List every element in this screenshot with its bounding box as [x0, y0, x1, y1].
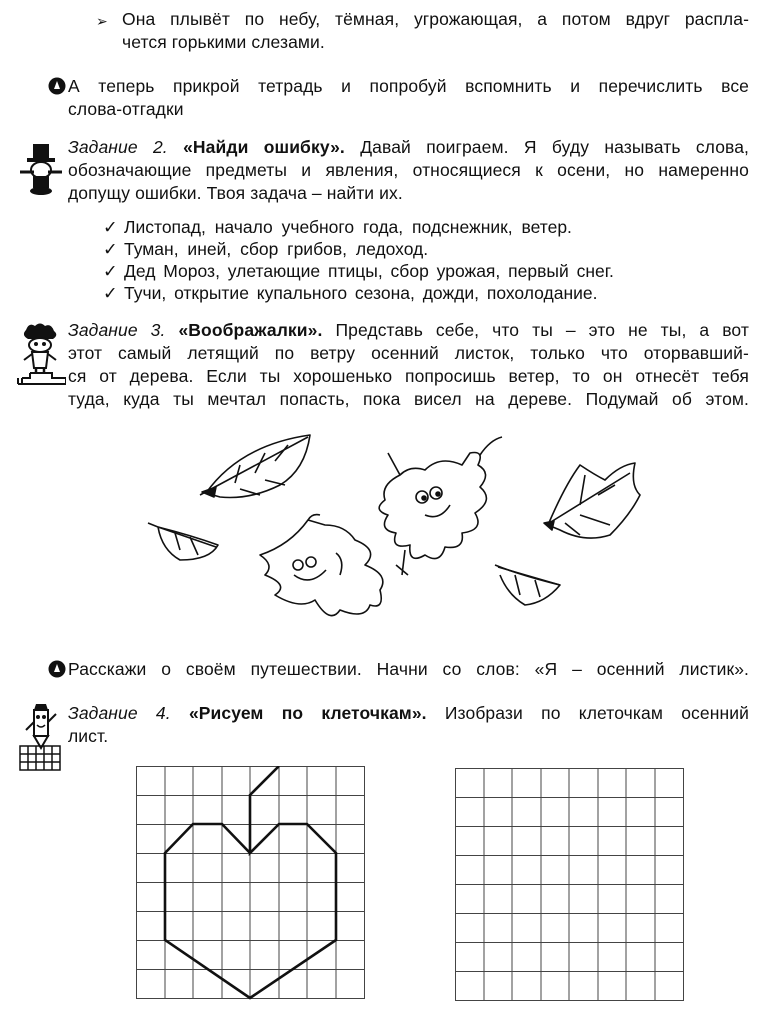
- grid-with-leaf-example: [136, 766, 366, 1001]
- check-icon: ✓: [103, 239, 118, 259]
- task2-title: «Найди ошибку».: [183, 137, 345, 157]
- task2-item-3: Дед Мороз, улетающие птицы, сбор урожая, первый снег.: [124, 261, 614, 281]
- task4-label: Задание 4.: [68, 703, 171, 723]
- leaf-upper-left: [200, 435, 310, 498]
- riddle-line-2: чется горькими слезами.: [122, 32, 325, 52]
- leaf-right: [544, 463, 640, 538]
- task2-label: Задание 2.: [68, 137, 168, 157]
- story-prompt: Расскажи о своём путешествии. Начни со слов: «Я – осенний листик».: [68, 659, 749, 679]
- pencil-figure-grid-icon: [16, 700, 66, 772]
- task3-line-1: [68, 319, 749, 342]
- task4-line-1: [68, 702, 749, 725]
- leaf-lower-right: [495, 565, 560, 605]
- task3-line-4: туда, куда ты мечтал попасть, пока висел на дереве. Подумай об этом.: [68, 389, 749, 409]
- speech-icon: [48, 660, 66, 678]
- task3-line-2: этот самый летящий по ветру осенний листок, только что оторвавший-: [68, 343, 749, 363]
- leaf-small-left: [148, 523, 218, 560]
- task4-title: «Рисуем по клеточкам».: [188, 703, 427, 723]
- task2-line-2: обозначающие предметы и явления, относящиеся к осени, но намеренно: [68, 160, 749, 180]
- leaf-face-center: [379, 437, 502, 575]
- top-hat-figure-icon: [18, 142, 64, 196]
- task3-line-1-rest: Представь себе, что ты – это не ты, а вот: [335, 320, 749, 340]
- task2-line-3: допущу ошибки. Твоя задача – найти их.: [68, 183, 403, 203]
- recall-line-2: слова-отгадки: [68, 99, 184, 119]
- task2-line-1: [68, 136, 749, 159]
- empty-drawing-grid[interactable]: [455, 768, 685, 1002]
- task4-line-2: лист.: [68, 726, 109, 746]
- flying-leaves-illustration: [140, 425, 650, 650]
- figure-on-steps-icon: [16, 320, 66, 388]
- leaf-smiling-face: [260, 515, 383, 616]
- task3-label: Задание 3.: [68, 320, 166, 340]
- task3-line-3: ся от дерева. Если ты хорошенько попросишь ветер, то он отнесёт тебя: [68, 366, 749, 386]
- check-icon: ✓: [103, 217, 118, 237]
- task2-item-1: Листопад, начало учебного года, подснежник, ветер.: [124, 217, 572, 237]
- task3-title: «Воображалки».: [178, 320, 323, 340]
- recall-line-1: А теперь прикрой тетрадь и попробуй вспомнить и перечислить все: [68, 76, 749, 96]
- riddle-line-1: Она плывёт по небу, тёмная, угрожающая, а потом вдруг распла-: [122, 9, 749, 29]
- riddle-bullet: ➢: [96, 13, 108, 29]
- task2-item-2: Туман, иней, сбор грибов, ледоход.: [124, 239, 429, 259]
- task4-line-1-rest: Изобрази по клеточкам осенний: [444, 703, 749, 723]
- task2-line-1-rest: Давай поиграем. Я буду называть слова,: [360, 137, 750, 157]
- check-icon: ✓: [103, 283, 118, 303]
- check-icon: ✓: [103, 261, 118, 281]
- task2-item-4: Тучи, открытие купального сезона, дожди, похолодание.: [124, 283, 598, 303]
- speech-icon: [48, 77, 66, 95]
